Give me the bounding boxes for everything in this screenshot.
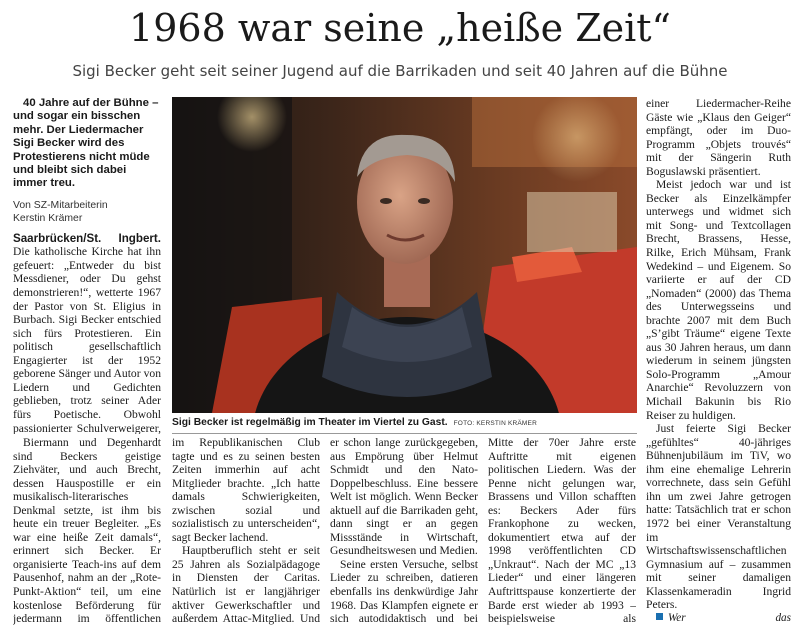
caption-divider [172, 433, 637, 434]
photo-caption [172, 416, 637, 430]
paragraph: Mitte der 70er Jahre erste Auftritte mit eigenen politischen Liedern. Was der Penne nicht gelungen war, Brassens und Villon schafften es: Beckers Ader fürs Frankophone zu wecken, dokumentiert etwa auf der 1998 veröffentlichten CD „Unkraut“. Nach der MC „13 Lieder“ und einer längeren Auftrittspause konzertierte der Barde erst wieder ab 1993 – beispielsweise als [488, 436, 636, 626]
column-4 [488, 436, 636, 626]
paragraph: Meist jedoch war und ist Becker als Einzelkämpfer unterwegs und widmet sich mit Song- und Textcollagen Brecht, Brassens, Hesse, Rilke, Erich Mühsam, Frank Wedekind – und Eigenem. So variierte er auf der CD „Nomaden“ (2000) das Thema des Unterwegsseins und brachte 2007 mit dem Buch „S’gibt Träume“ eigene Texte aus 30 Jahren heraus, um dann wiederum in seinem jüngsten Solo-Programm „Amour Anarchie“ Revoluzzern von Michail Bakunin bis Rio Reiser zu huldigen. [646, 178, 791, 422]
column-1 [13, 97, 161, 434]
caption-text: Sigi Becker ist regelmäßig im Theater im Viertel zu Gast. [172, 417, 448, 428]
paragraph: Just feierte Sigi Becker „gefühltes“ 40-jähriges Bühnenjubiläum im TiV, wo ihm eine ehemalige Lehrerin vorrechnete, dass sein Gefühl ihn um zwei Jahre getrogen hatte: Tatsächlich trat er schon 1972 bei einer Veranstaltung im Wirtschaftswissenschaftlichen Gymnasium auf – zusammen mit seiner damaligen Klassenkameradin Ingrid Peters. [646, 422, 791, 612]
column-3 [330, 436, 478, 626]
paragraph: Biermann und Degenhardt sind Beckers geistige Ziehväter, und auch Brecht, dessen Hauspostille er ein musikalisch-literarisches Denkmal setzte, ist ihm bis heute ein treuer Begleiter. „Es war eine heiße Zeit damals“, erinnert sich Becker. Er organisierte Teach-ins auf dem Pausenhof, nahm an der „Rote-Punkt-Aktion“ teil, um eine kostenlose Beförderung für jedermann im öffentlichen [13, 436, 161, 626]
info-text: Wer das [668, 611, 791, 624]
photo-credit: FOTO: KERSTIN KRÄMER [453, 420, 537, 427]
dateline: Saarbrücken/St. Ingbert. [13, 231, 161, 245]
paragraph: im Republikanischen Club tagte und es zu seinen besten Zeiten immerhin auf acht Mitglieder brachte. „Ich hatte damals Schwierigkeiten, zwischen sozial und sozialistisch zu unterscheiden“, sagt Becker lachend. [172, 436, 320, 544]
portrait-photo [172, 97, 637, 413]
info-box [646, 612, 791, 626]
portrait-illustration [172, 97, 637, 413]
bullet-square-icon [656, 613, 663, 620]
column-5 [646, 97, 791, 626]
column-1-continued [13, 436, 161, 626]
paragraph: er schon lange zurückgegeben, aus Empörung über Helmut Schmidt und den Nato-Doppelbeschluss. Eine bessere Welt ist möglich. Wenn Becker aktuell auf die Barrikaden geht, dann singt er an gegen Missstände in Wirtschaft, Gesundheitswesen und Medien. [330, 436, 478, 558]
paragraph [13, 232, 161, 434]
paragraph: Seine ersten Versuche, selbst Lieder zu schreiben, datieren ebenfalls ins denkwürdige Jahr 1968. Das Klampfen eignete er sich autodidaktisch und bei [330, 557, 478, 626]
paragraph: Hauptberuflich steht er seit 25 Jahren als Sozialpädagoge in Diensten der Caritas. Natürlich ist er langjähriger aktiver Gewerkschaftler und außerdem Attac-Mitglied. Und [172, 544, 320, 626]
headline: 1968 war seine „heiße Zeit“ [129, 6, 671, 50]
paragraph: einer Liedermacher-Reihe Gäste wie „Klaus den Geiger“ empfängt, oder im Duo-Programm „Objets trouvés“ mit der Sängerin Ruth Boguslawski präsentiert. [646, 97, 791, 178]
column-2 [172, 436, 320, 626]
byline-author: Kerstin Krämer [13, 213, 83, 225]
subheadline: Sigi Becker geht seit seiner Jugend auf die Barrikaden und seit 40 Jahren auf die Bühne [72, 62, 728, 80]
paragraph-text: Die katholische Kirche hat ihn gefeuert: „Entweder du bist Messdiener, oder Du gehst demonstrieren!“, wetterte 1967 der Pastor von St. Eligius in Burbach. Sigi Becker entschied sich fürs Protestieren. Ein politisch gesellschaftlich Engagierter ist der 1952 geborene Sänger und Autor von Liedern und Gedichten geblieben, trotz seiner Ader fürs Poetische. Obwohl passionierter Schulverweigerer, [13, 245, 161, 434]
byline-line-1: Von SZ-Mitarbeiterin [13, 199, 108, 211]
byline [13, 199, 161, 226]
lead-paragraph: 40 Jahre auf der Bühne – und sogar ein bisschen mehr. Der Liedermacher Sigi Becker wird des Protestierens nicht müde und bleibt sich dabei immer treu. [13, 97, 159, 190]
